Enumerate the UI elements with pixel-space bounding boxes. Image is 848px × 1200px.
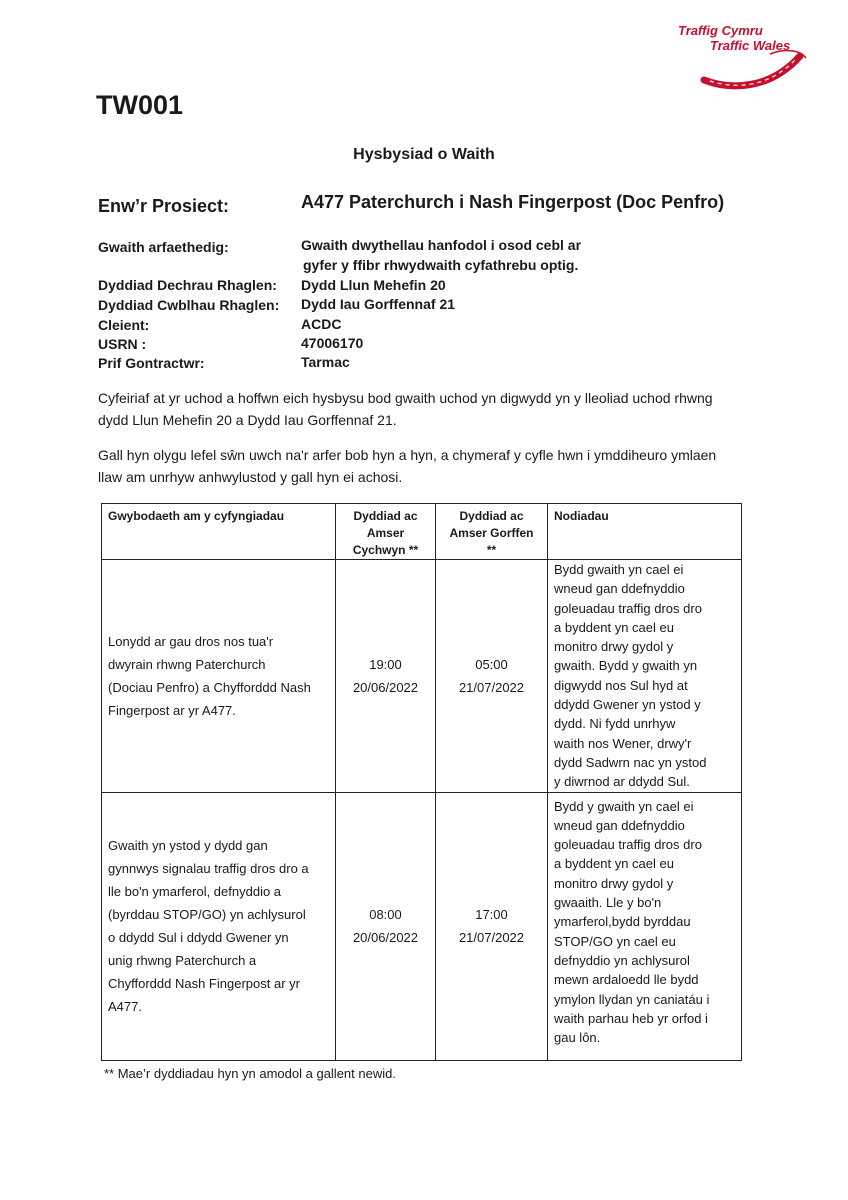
header-restriction-info: Gwybodaeth am y cyfyngiadau — [102, 504, 336, 560]
logo-text-welsh: Traffig Cymru — [678, 23, 763, 38]
header-end: Dyddiad ac Amser Gorffen ** — [436, 504, 548, 560]
notes-cell: Bydd gwaith yn cael ei wneud gan ddefnyddio goleuadau traffig dros dro a byddent yn cael eu monitro drwy gydol y gwaith. Bydd y gwaith yn digwydd nos Sul hyd at ddydd Gwener yn ystod y dydd. Ni fydd unrhyw waith nos Wener, drwy'r dydd Sadwrn nac yn ystod y diwrnod ar ddydd Sul. — [548, 560, 742, 793]
end-datetime-cell: 05:00 21/07/2022 — [436, 560, 548, 793]
header-notes: Nodiadau — [548, 504, 742, 560]
document-id: TW001 — [96, 90, 184, 120]
contractor-value: Tarmac — [301, 354, 350, 370]
start-date-label: Dyddiad Dechrau Rhaglen: — [98, 277, 277, 293]
table-header-row — [102, 504, 742, 560]
logo-text-english: Traffic Wales — [710, 38, 791, 53]
end-date-label: Dyddiad Cwblhau Rhaglen: — [98, 297, 280, 313]
restrictions-table — [101, 503, 742, 1061]
header-start: Dyddiad ac Amser Cychwyn ** — [336, 504, 436, 560]
restriction-info-cell: Lonydd ar gau dros nos tua'r dwyrain rhwng Paterchurch (Dociau Penfro) a Chyfforddd Nash Fingerpost ar yr A477. — [102, 560, 336, 793]
restriction-info-cell: Gwaith yn ystod y dydd gan gynnwys signalau traffig dros dro a lle bo'n ymarferol, defnyddio a (byrddau STOP/GO) yn achlysurol o ddydd Sul i ddydd Gwener yn unig rhwng Paterchurch a Chyfforddd Nash Fingerpost ar yr A477. — [102, 792, 336, 1060]
end-date-value: Dydd Iau Gorffennaf 21 — [301, 296, 456, 312]
apology-paragraph — [98, 444, 758, 488]
usrn-label: USRN : — [98, 336, 147, 352]
page-title: Hysbysiad o Waith — [353, 146, 495, 163]
proposed-work-value — [301, 235, 581, 275]
proposed-work-line: Gwaith dwythellau hanfodol i osod cebl ar — [301, 237, 582, 253]
start-date-value: Dydd Llun Mehefin 20 — [301, 277, 446, 293]
project-label: Enw’r Prosiect: — [98, 196, 230, 216]
footnote: ** Mae’r dyddiadau hyn yn amodol a gallent newid. — [104, 1066, 396, 1081]
paragraph-line: llaw am unrhyw anhwylustod y gall hyn ei achosi. — [98, 469, 403, 485]
end-datetime-cell: 17:00 21/07/2022 — [436, 792, 548, 1060]
client-label: Cleient: — [98, 317, 150, 333]
paragraph-line: Cyfeiriaf at yr uchod a hoffwn eich hysbysu bod gwaith uchod yn digwydd yn y lleoliad uchod rhwng — [98, 390, 713, 406]
intro-paragraph — [98, 387, 758, 431]
table-row — [102, 560, 742, 793]
proposed-work-label: Gwaith arfaethedig: — [98, 239, 229, 255]
road-swoosh-icon — [700, 50, 810, 90]
start-datetime-cell: 08:00 20/06/2022 — [336, 792, 436, 1060]
project-name: A477 Paterchurch i Nash Fingerpost (Doc Penfro) — [301, 192, 725, 212]
proposed-work-line: gyfer y ffibr rhwydwaith cyfathrebu optig. — [303, 257, 579, 273]
usrn-value: 47006170 — [301, 335, 364, 351]
paragraph-line: dydd Llun Mehefin 20 a Dydd Iau Gorffennaf 21. — [98, 412, 397, 428]
traffic-wales-logo — [660, 10, 810, 90]
contractor-label: Prif Gontractwr: — [98, 355, 205, 371]
start-datetime-cell: 19:00 20/06/2022 — [336, 560, 436, 793]
client-value: ACDC — [301, 316, 342, 332]
notes-cell: Bydd y gwaith yn cael ei wneud gan ddefnyddio goleuadau traffig dros dro a byddent yn cael eu monitro drwy gydol y gwaaith. Lle y bo'n ymarferol,bydd byrddau STOP/GO yn cael eu defnyddio yn achlysurol mewn ardaloedd lle bydd ymylon llydan yn caniatáu i waith parhau heb yr orfod i gau lôn. — [548, 792, 742, 1060]
table-row — [102, 792, 742, 1060]
paragraph-line: Gall hyn olygu lefel sŵn uwch na'r arfer bob hyn a hyn, a chymeraf y cyfle hwn i ymddiheuro ymlaen — [98, 447, 717, 463]
